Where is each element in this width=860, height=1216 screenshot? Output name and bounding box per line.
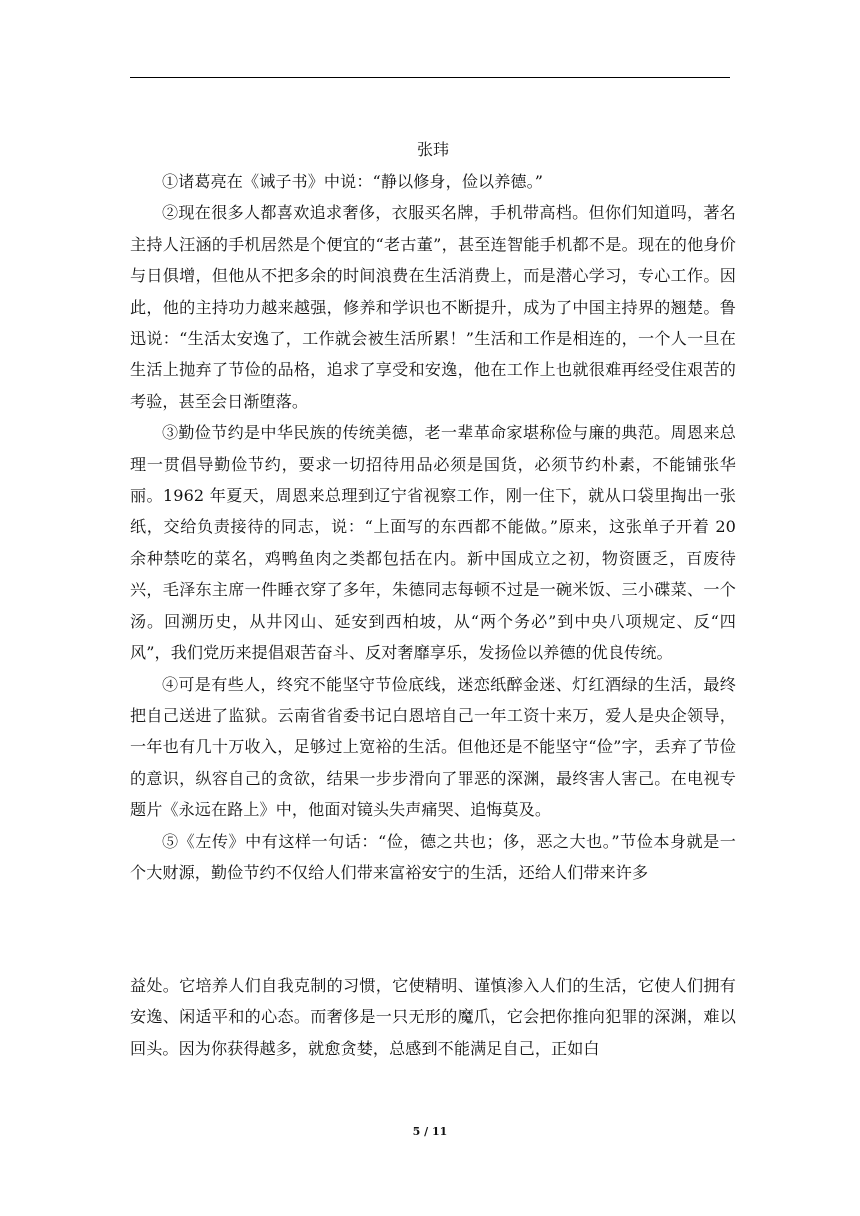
article-body: [130, 134, 736, 888]
author-name: 张玮: [416, 140, 449, 159]
paragraph-2: ②现在很多人都喜欢追求奢侈，衣服买名牌，手机带高档。但你们知道吗，著名主持人汪涵的手机居然是个便宜的“老古董”，甚至连智能手机都不是。现在的他身价与日俱增，但他从不把多余的时间浪费在生活消费上，而是潜心学习，专心工作。因此，他的主持功力越来越强，修养和学识也不断提升，成为了中国主持界的翘楚。鲁迅说：“生活太安逸了，工作就会被生活所累！”生活和工作是相连的，一个人一旦在生活上抛弃了节俭的品格，追求了享受和安逸，他在工作上也就很难再经受住艰苦的考验，甚至会日渐堕落。: [130, 203, 736, 411]
article-continuation: [130, 970, 736, 1064]
paragraph-5-continuation: 益处。它培养人们自我克制的习惯，它使精明、谨慎渗入人们的生活，它使人们拥有安逸、闲适平和的心态。而奢侈是一只无形的魔爪，它会把你推向犯罪的深渊，难以回头。因为你获得越多，就愈贪婪，总感到不能满足自己，正如白: [130, 976, 736, 1058]
paragraph-3: ③勤俭节约是中华民族的传统美德，老一辈革命家堪称俭与廉的典范。周恩来总理一贯倡导勤俭节约，要求一切招待用品必须是国货，必须节约朴素，不能铺张华丽。1962 年夏天，周恩来总理到辽宁省视察工作，刚一住下，就从口袋里掏出一张纸，交给负责接待的同志，说：“上面写的东西都不能做。”原来，这张单子开着 20 余种禁吃的菜名，鸡鸭鱼肉之类都包括在内。新中国成立之初，物资匮乏，百废待兴，毛泽东主席一件睡衣穿了多年，朱德同志每顿不过是一碗米饭、三小碟菜、一个汤。回溯历史，从井冈山、延安到西柏坡，从“两个务必”到中央八项规定、反“四风”，我们党历来提倡艰苦奋斗、反对奢靡享乐，发扬俭以养德的优良传统。: [130, 423, 736, 663]
paragraph-4: ④可是有些人，终究不能坚守节俭底线，迷恋纸醉金迷、灯红酒绿的生活，最终把自己送进了监狱。云南省省委书记白恩培自己一年工资十来万，爱人是央企领导，一年也有几十万收入，足够过上宽裕的生活。但他还是不能坚守“俭”字，丢弃了节俭的意识，纵容自己的贪欲，结果一步步滑向了罪恶的深渊，最终害人害己。在电视专题片《永远在路上》中，他面对镜头失声痛哭、追悔莫及。: [130, 674, 736, 820]
paragraph-1: ①诸葛亮在《诫子书》中说：“静以修身，俭以养德。”: [162, 172, 544, 191]
header-divider: [130, 77, 730, 78]
paragraph-5: ⑤《左传》中有这样一句话：“俭，德之共也；侈，恶之大也。”节俭本身就是一个大财源，勤俭节约不仅给人们带来富裕安宁的生活，还给人们带来许多: [130, 831, 736, 882]
page-number: 5 / 11: [412, 1125, 448, 1138]
